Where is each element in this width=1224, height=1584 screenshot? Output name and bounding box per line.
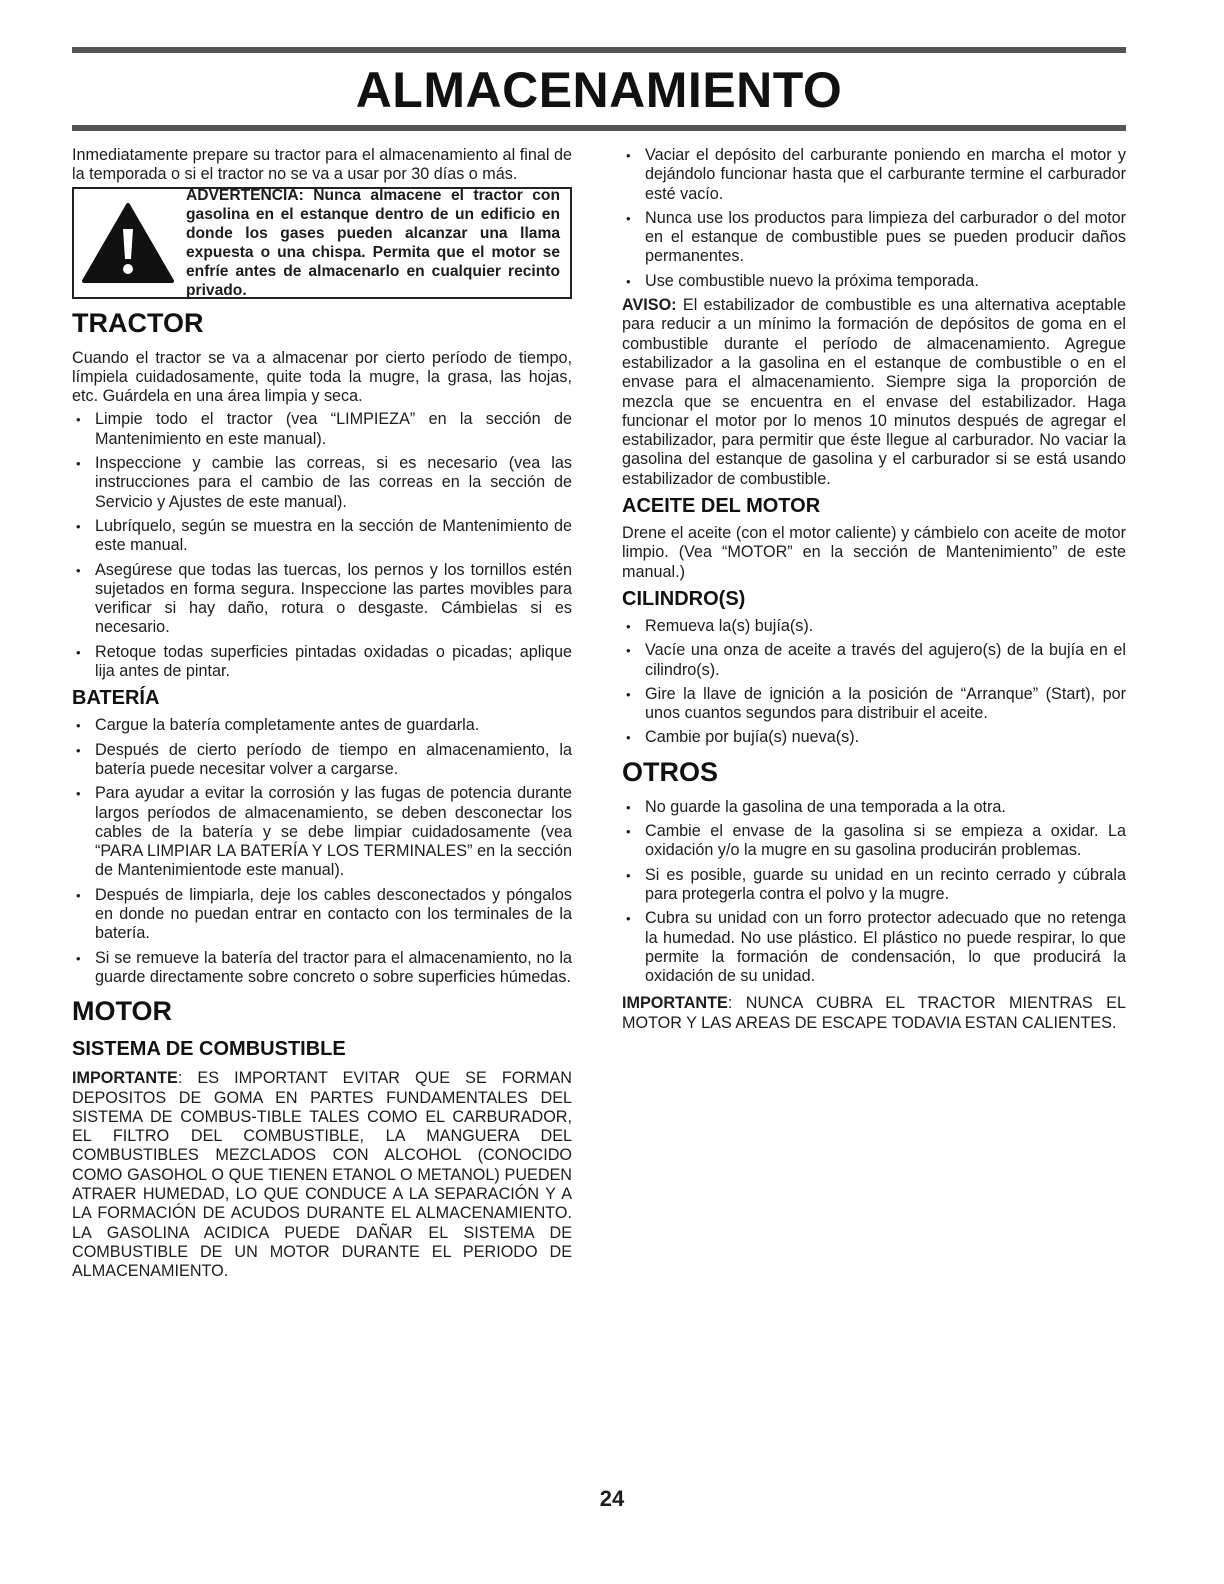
bottom-rule	[72, 125, 1126, 131]
important-text: : ES IMPORTANT EVITAR QUE SE FORMAN DEPOSITOS DE GOMA EN PARTES FUNDAMENTALES DEL SISTEMA DE COMBUS-TIBLE TALES COMO EL CARBURADOR, EL FILTRO DEL COMBUSTIBLE, LA MANGUERA DEL COMBUSTIBLES MEZCLADOS CON ALCOHOL (CONOCIDO COMO GASOHOL O QUE TIENEN ETANOL O METANOL) PUEDEN ATRAER HUMEDAD, LO QUE CONDUCE A LA SEPARACIÓN Y A LA FORMACIÓN DE ACUDOS DURANTE EL ALMACENAMIENTO. LA GASOLINA ACIDICA PUEDE DAÑAR EL SISTEMA DE COMBUSTIBLE DE UN MOTOR DURANTE EL PERIODO DE ALMACENAMIENTO.	[72, 1069, 572, 1281]
list-item: • Gire la llave de ignición a la posición de “Arranque” (Start), por unos cuantos segundos para distribuir el aceite.	[622, 685, 1126, 724]
cilindros-list	[622, 617, 1126, 748]
otros-important-paragraph	[622, 994, 1126, 1033]
list-item: • Cambie el envase de la gasolina si se empieza a oxidar. La oxidación y/o la mugre en su gasolina producirán problemas.	[622, 822, 1126, 861]
intro-paragraph: Inmediatamente prepare su tractor para el almacenamiento al final de la temporada o si el tractor no se va a usar por 30 días o más.	[72, 146, 572, 184]
aceite-paragraph: Drene el aceite (con el motor caliente) y cámbielo con aceite de motor limpio. (Vea “MOTOR” en la sección de Mantenimiento” de este manual.)	[622, 524, 1126, 581]
right-column	[622, 146, 1126, 1033]
tractor-heading: TRACTOR	[72, 307, 204, 338]
list-item: • Asegúrese que todas las tuercas, los pernos y los tornillos estén sujetados en forma segura. Inspeccione las partes movibles para verificar si hay daño, rotura o desgaste. Cámbielas si es necesario.	[72, 561, 572, 638]
important-label: IMPORTANTE	[622, 994, 728, 1013]
left-column	[72, 146, 572, 1281]
list-item: • Remueva la(s) bujía(s).	[622, 617, 1126, 636]
important-text: : NUNCA CUBRA EL TRACTOR MIENTRAS EL MOTOR Y LAS AREAS DE ESCAPE TODAVIA ESTAN CALIENTES.	[622, 994, 1126, 1032]
list-item: • No guarde la gasolina de una temporada a la otra.	[622, 798, 1126, 817]
important-label: IMPORTANTE	[72, 1069, 178, 1088]
otros-heading: OTROS	[622, 756, 719, 787]
cilindros-heading: CILINDRO(S)	[622, 587, 746, 610]
aviso-paragraph	[622, 296, 1126, 489]
motor-heading: MOTOR	[72, 996, 172, 1027]
sistema-combustible-heading: SISTEMA DE COMBUSTIBLE	[72, 1038, 346, 1061]
aviso-text: El estabilizador de combustible es una alternativa aceptable para reducir a un mínimo la formación de depósitos de goma en el combustible durante el período de almacenamiento. Agregue estabilizador a la gasolina en el estanque de combustible o en el envase para el almacenamiento. Siempre siga la proporción de mezcla que se encuentra en el envase del estabilizador. Haga funcionar el motor por lo menos 10 minutos después de agregar el estabilizador, para permitir que éste llegue al carburador. No vaciar la gasolina del estanque de gasolina y el carburador si se está usando estabilizador de combustible.	[622, 296, 1126, 488]
warning-box	[72, 187, 572, 299]
bateria-heading: BATERÍA	[72, 687, 160, 710]
tractor-paragraph: Cuando el tractor se va a almacenar por cierto período de tiempo, límpiela cuidadosamente, quite toda la mugre, la grasa, las hojas, etc. Guárdela en una área limpia y seca.	[72, 348, 572, 406]
aceite-heading: ACEITE DEL MOTOR	[622, 495, 821, 518]
list-item: • Inspeccione y cambie las correas, si es necesario (vea las instrucciones para el cambio de las correas en la sección de Servicio y Ajustes de este manual).	[72, 454, 572, 512]
warning-text: ADVERTENCIA: Nunca almacene el tractor con gasolina en el estanque dentro de un edificio en donde los gases pueden alcanzar una llama expuesta o una chispa. Permita que el motor se enfríe antes de almacenarlo en cualquier recinto privado.	[186, 186, 560, 299]
motor-important-paragraph	[72, 1069, 572, 1281]
list-item: • Use combustible nuevo la próxima temporada.	[622, 272, 1126, 291]
warning-triangle-icon	[82, 203, 174, 283]
list-item: • Si es posible, guarde su unidad en un recinto cerrado y cúbrala para protegerla contra el polvo y la mugre.	[622, 866, 1126, 905]
page-number: 24	[599, 1486, 625, 1511]
list-item: • Nunca use los productos para limpieza del carburador o del motor en el estanque de combustible pues se pueden producir daños permanentes.	[622, 209, 1126, 267]
page-title: ALMACENAMIENTO	[355, 62, 843, 118]
list-item: • Para ayudar a evitar la corrosión y las fugas de potencia durante largos períodos de almacenamiento, se deben desconectar los cables de la batería y se debe limpiar cuidadosamente (vea “PARA LIMPIAR LA BATERÍA Y LOS TERMINALES” en la sección de Mantenimientode este manual).	[72, 784, 572, 880]
otros-list	[622, 798, 1126, 987]
top-rule	[72, 47, 1126, 53]
list-item: • Cargue la batería completamente antes de guardarla.	[72, 716, 572, 735]
fuel-list	[622, 146, 1126, 291]
list-item: • Después de cierto período de tiempo en almacenamiento, la batería puede necesitar volver a cargarse.	[72, 741, 572, 780]
tractor-list	[72, 410, 572, 681]
bateria-list	[72, 716, 572, 987]
list-item: • Después de limpiarla, deje los cables desconectados y póngalos en donde no puedan entrar en contacto con los terminales de la batería.	[72, 886, 572, 944]
list-item: • Vacíe una onza de aceite a través del agujero(s) de la bujía en el cilindro(s).	[622, 641, 1126, 680]
list-item: • Si se remueve la batería del tractor para el almacenamiento, no la guarde directamente sobre concreto o sobre superficies húmedas.	[72, 949, 572, 988]
list-item: • Vaciar el depósito del carburante poniendo en marcha el motor y dejándolo funcionar hasta que el carburante termine el carburador esté vacío.	[622, 146, 1126, 204]
list-item: • Retoque todas superficies pintadas oxidadas o picadas; aplique lija antes de pintar.	[72, 643, 572, 682]
list-item: • Cubra su unidad con un forro protector adecuado que no retenga la humedad. No use plástico. El plástico no puede respirar, lo que permite la formación de condensación, lo que producirá la oxidación de su unidad.	[622, 909, 1126, 986]
list-item: • Cambie por bujía(s) nueva(s).	[622, 728, 1126, 747]
list-item: • Limpie todo el tractor (vea “LIMPIEZA” en la sección de Mantenimiento en este manual).	[72, 410, 572, 449]
aviso-label: AVISO:	[622, 296, 677, 315]
list-item: • Lubríquelo, según se muestra en la sección de Mantenimiento de este manual.	[72, 517, 572, 556]
